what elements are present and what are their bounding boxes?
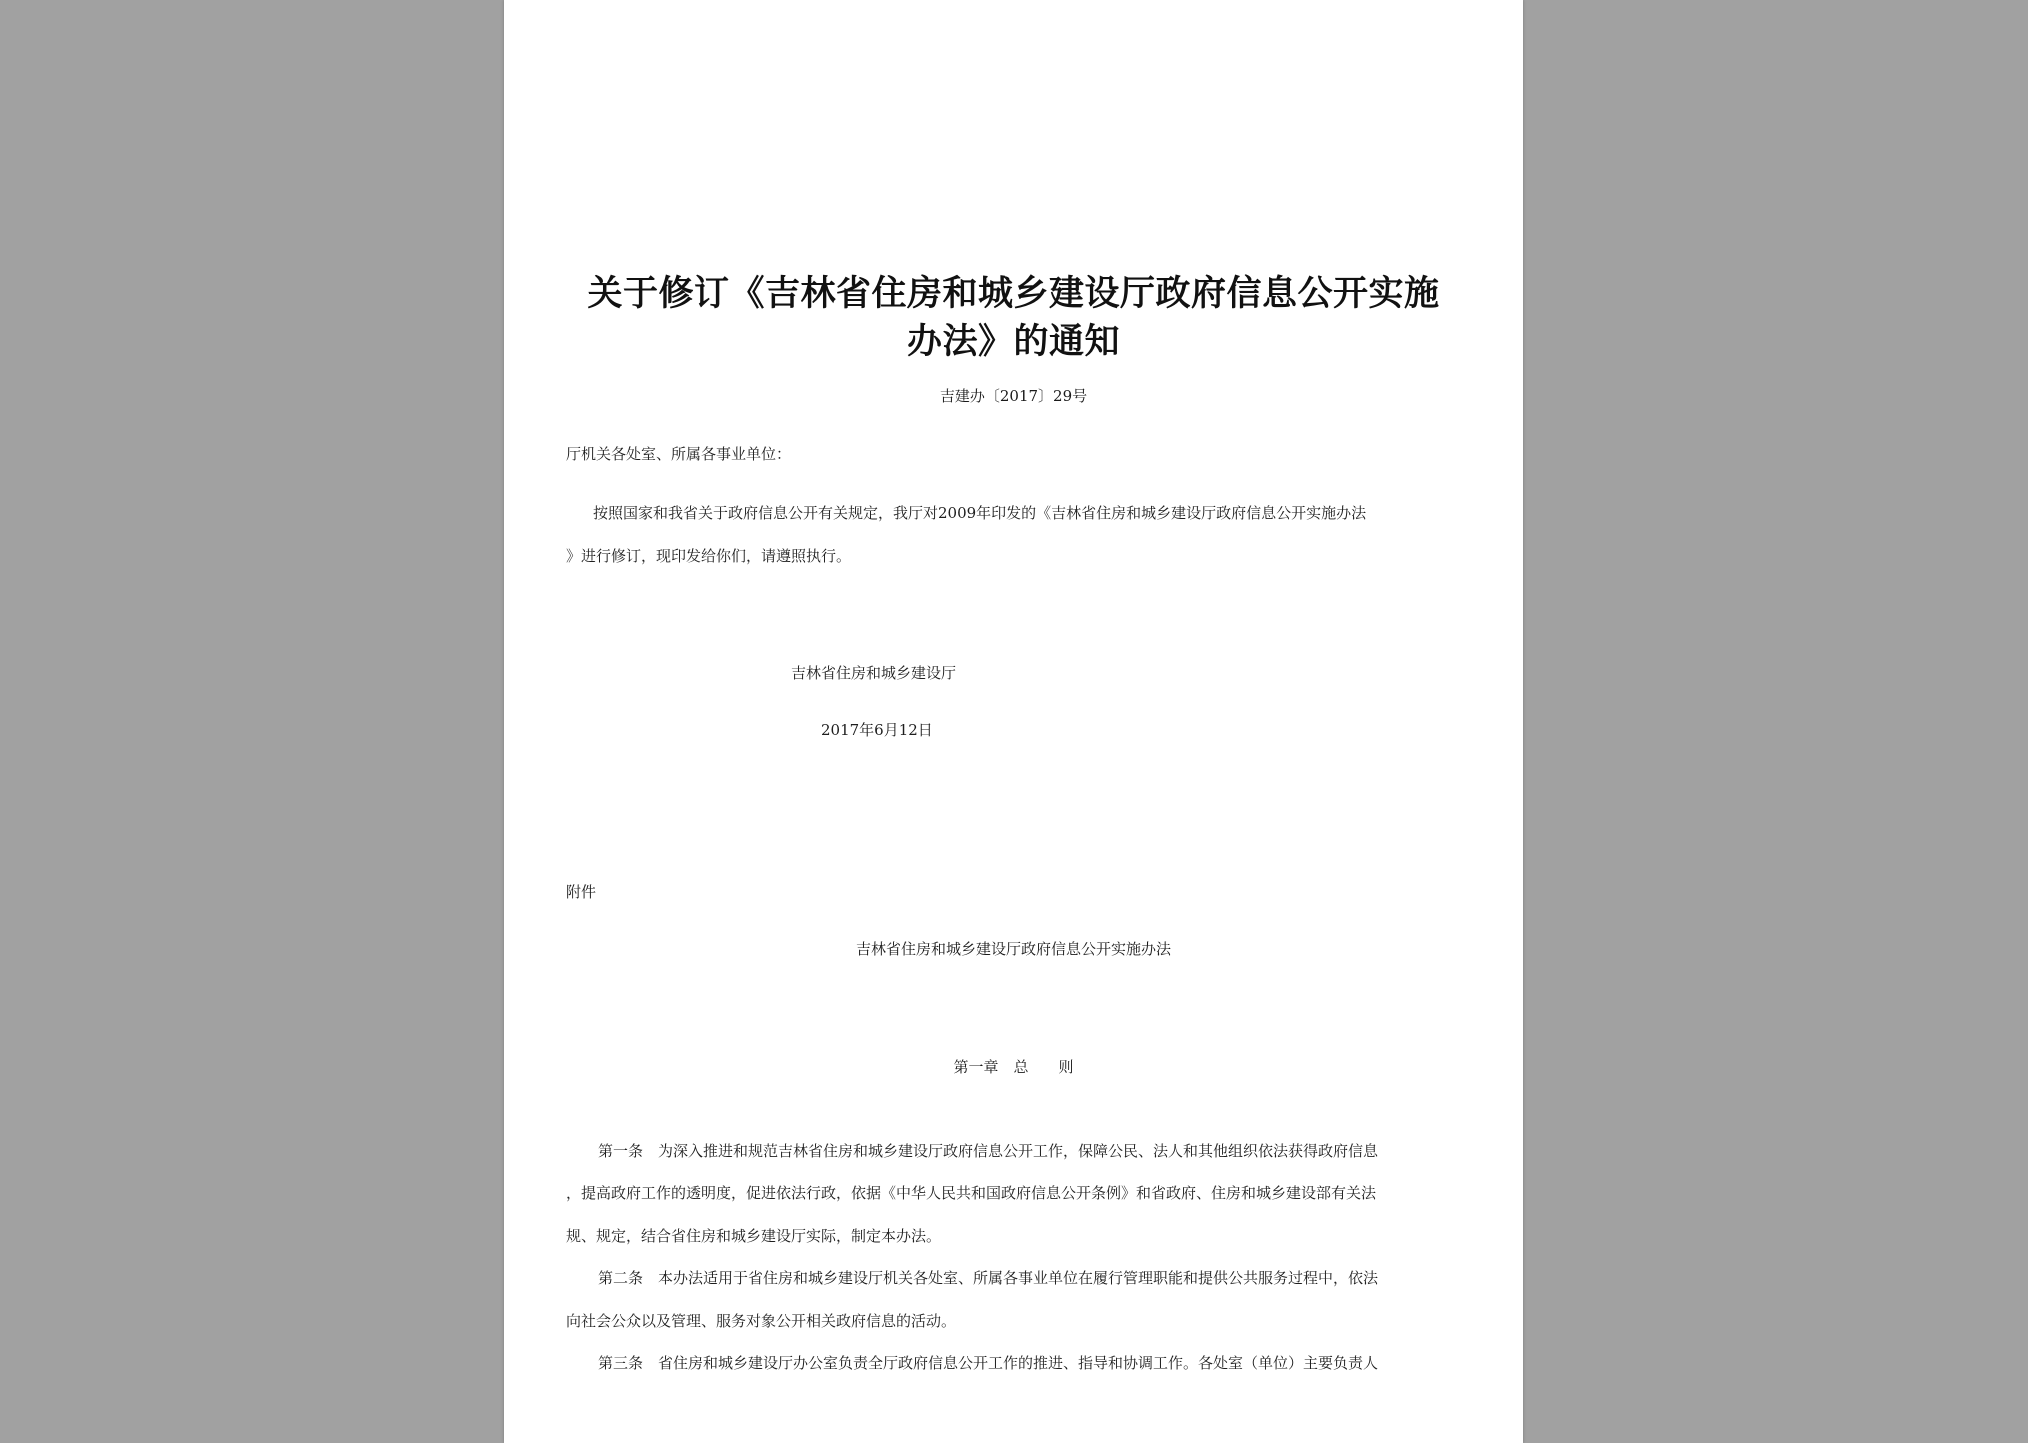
document-title-line-2: 办法》的通知 [906,322,1120,362]
article-1-line-1: 第一条 为深入推进和规范吉林省住房和城乡建设厅政府信息公开工作，保障公民、法人和其他组织依法获得政府信息 [598,1142,1379,1160]
article-3-line-1: 第三条 省住房和城乡建设厅办公室负责全厅政府信息公开工作的推进、指导和协调工作。各处室（单位）主要负责人 [598,1354,1379,1372]
chapter-heading: 第一章 总 则 [953,1058,1074,1076]
document-number: 吉建办〔2017〕29号 [939,387,1088,405]
intro-paragraph-line-2: 》进行修订，现印发给你们，请遵照执行。 [566,547,852,565]
document-page [504,0,1523,1443]
signature-date: 2017年6月12日 [821,721,933,739]
attachment-label: 附件 [566,883,597,901]
signature-organization: 吉林省住房和城乡建设厅 [791,664,957,682]
document-title-line-1: 关于修订《吉林省住房和城乡建设厅政府信息公开实施 [587,274,1440,314]
attachment-title: 吉林省住房和城乡建设厅政府信息公开实施办法 [855,940,1171,958]
article-1-line-3: 规、规定，结合省住房和城乡建设厅实际，制定本办法。 [566,1227,942,1245]
article-2-line-1: 第二条 本办法适用于省住房和城乡建设厅机关各处室、所属各事业单位在履行管理职能和提供公共服务过程中，依法 [598,1269,1379,1287]
article-2-line-2: 向社会公众以及管理、服务对象公开相关政府信息的活动。 [566,1312,957,1330]
intro-paragraph-line-1: 按照国家和我省关于政府信息公开有关规定，我厅对2009年印发的《吉林省住房和城乡建设厅政府信息公开实施办法 [593,504,1367,522]
salutation: 厅机关各处室、所属各事业单位： [566,445,792,463]
article-1-line-2: ，提高政府工作的透明度，促进依法行政，依据《中华人民共和国政府信息公开条例》和省政府、住房和城乡建设部有关法 [566,1184,1377,1202]
